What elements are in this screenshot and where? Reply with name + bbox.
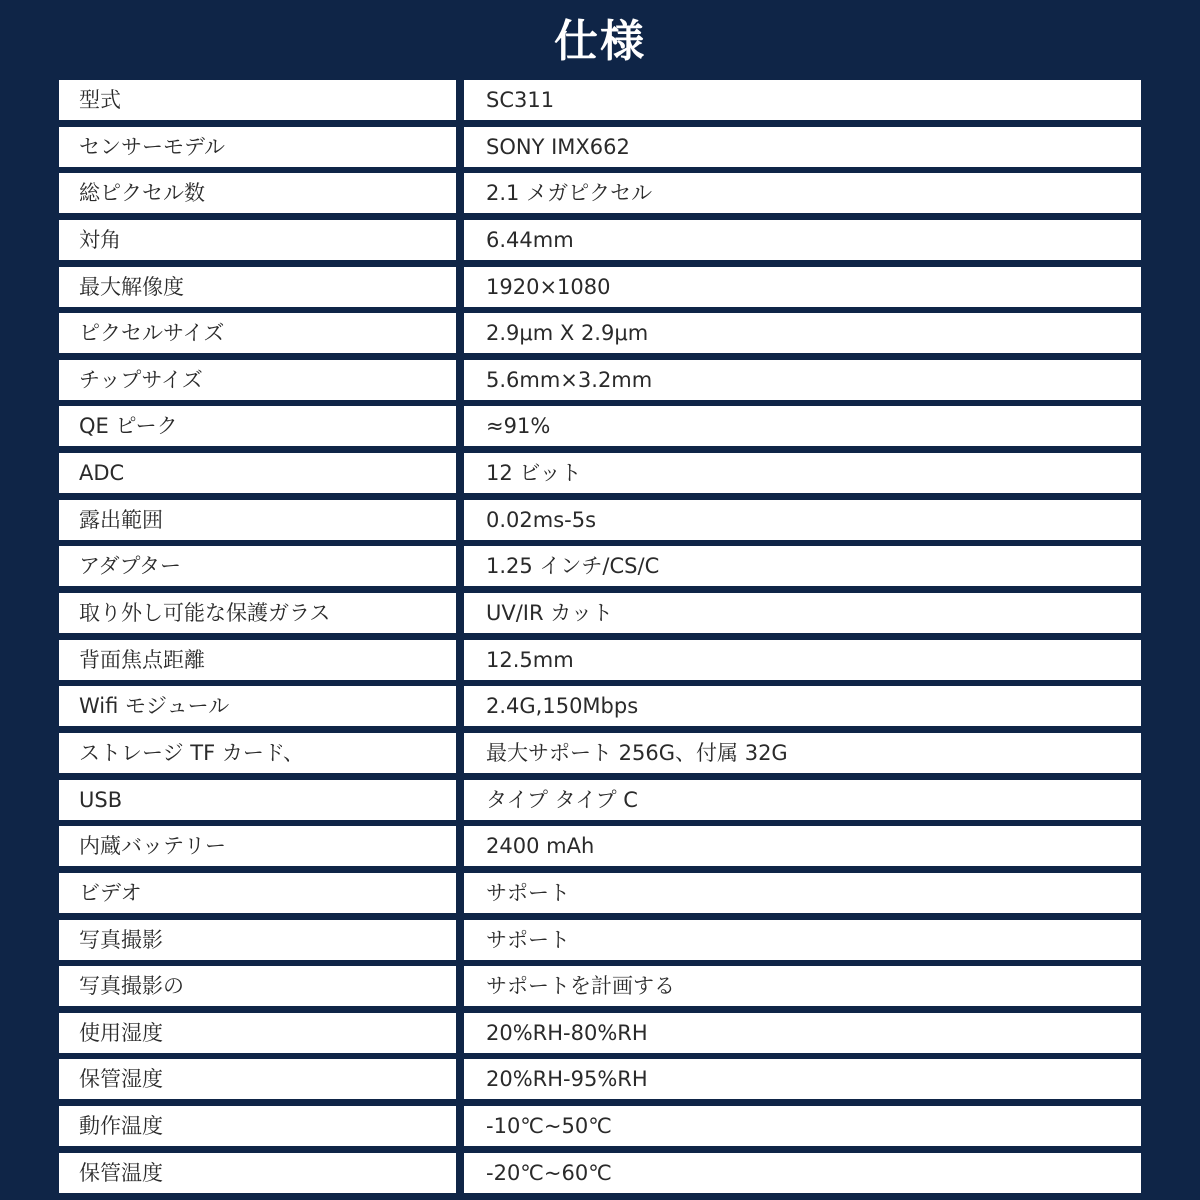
spec-value: 20%RH-95%RH bbox=[464, 1059, 1141, 1099]
spec-key: 保管湿度 bbox=[59, 1059, 456, 1099]
spec-value: 20%RH-80%RH bbox=[464, 1013, 1141, 1053]
spec-row bbox=[59, 1106, 1141, 1146]
spec-value: 2400 mAh bbox=[464, 826, 1141, 866]
spec-value: 0.02ms-5s bbox=[464, 500, 1141, 540]
spec-value: UV/IR カット bbox=[464, 593, 1141, 633]
spec-key: ピクセルサイズ bbox=[59, 313, 456, 353]
spec-key: チップサイズ bbox=[59, 360, 456, 400]
spec-key: ADC bbox=[59, 453, 456, 493]
spec-row bbox=[59, 966, 1141, 1006]
spec-value: SC311 bbox=[464, 80, 1141, 120]
spec-row bbox=[59, 1013, 1141, 1053]
spec-row bbox=[59, 220, 1141, 260]
spec-value: 2.9μm X 2.9μm bbox=[464, 313, 1141, 353]
spec-row bbox=[59, 686, 1141, 726]
spec-value: サポートを計画する bbox=[464, 966, 1141, 1006]
spec-value: -20℃~60℃ bbox=[464, 1153, 1141, 1193]
spec-row bbox=[59, 780, 1141, 820]
spec-key: USB bbox=[59, 780, 456, 820]
spec-row bbox=[59, 267, 1141, 307]
spec-key: 対角 bbox=[59, 220, 456, 260]
spec-value: SONY IMX662 bbox=[464, 127, 1141, 167]
spec-key: 写真撮影の bbox=[59, 966, 456, 1006]
spec-value: 2.4G,150Mbps bbox=[464, 686, 1141, 726]
spec-row bbox=[59, 826, 1141, 866]
spec-key: 写真撮影 bbox=[59, 920, 456, 960]
spec-value: 12 ビット bbox=[464, 453, 1141, 493]
spec-key: 保管温度 bbox=[59, 1153, 456, 1193]
spec-value: 最大サポート 256G、付属 32G bbox=[464, 733, 1141, 773]
spec-key: QE ピーク bbox=[59, 406, 456, 446]
spec-value: 12.5mm bbox=[464, 640, 1141, 680]
spec-row bbox=[59, 546, 1141, 586]
spec-key: 内蔵バッテリー bbox=[59, 826, 456, 866]
spec-row bbox=[59, 1153, 1141, 1193]
spec-value: -10℃~50℃ bbox=[464, 1106, 1141, 1146]
spec-row bbox=[59, 733, 1141, 773]
spec-key: 使用湿度 bbox=[59, 1013, 456, 1053]
spec-key: 最大解像度 bbox=[59, 267, 456, 307]
spec-value: ≈91% bbox=[464, 406, 1141, 446]
spec-row bbox=[59, 80, 1141, 120]
spec-row bbox=[59, 500, 1141, 540]
spec-key: 型式 bbox=[59, 80, 456, 120]
spec-key: 取り外し可能な保護ガラス bbox=[59, 593, 456, 633]
spec-value: 6.44mm bbox=[464, 220, 1141, 260]
spec-key: センサーモデル bbox=[59, 127, 456, 167]
spec-value: 1920×1080 bbox=[464, 267, 1141, 307]
spec-key: 露出範囲 bbox=[59, 500, 456, 540]
spec-key: 総ピクセル数 bbox=[59, 173, 456, 213]
spec-row bbox=[59, 127, 1141, 167]
page-title: 仕様 bbox=[554, 16, 646, 67]
spec-row bbox=[59, 313, 1141, 353]
spec-row bbox=[59, 640, 1141, 680]
spec-row bbox=[59, 453, 1141, 493]
spec-key: Wifi モジュール bbox=[59, 686, 456, 726]
spec-table bbox=[59, 80, 1141, 1199]
spec-row bbox=[59, 873, 1141, 913]
spec-row bbox=[59, 406, 1141, 446]
spec-row bbox=[59, 920, 1141, 960]
spec-value: サポート bbox=[464, 873, 1141, 913]
spec-row bbox=[59, 1059, 1141, 1099]
spec-value: 5.6mm×3.2mm bbox=[464, 360, 1141, 400]
spec-value: タイプ タイプ C bbox=[464, 780, 1141, 820]
spec-key: 動作温度 bbox=[59, 1106, 456, 1146]
spec-key: アダプター bbox=[59, 546, 456, 586]
spec-value: 2.1 メガピクセル bbox=[464, 173, 1141, 213]
spec-key: ストレージ TF カード、 bbox=[59, 733, 456, 773]
spec-row bbox=[59, 593, 1141, 633]
spec-value: サポート bbox=[464, 920, 1141, 960]
spec-row bbox=[59, 173, 1141, 213]
spec-key: ビデオ bbox=[59, 873, 456, 913]
spec-key: 背面焦点距離 bbox=[59, 640, 456, 680]
spec-value: 1.25 インチ/CS/C bbox=[464, 546, 1141, 586]
spec-row bbox=[59, 360, 1141, 400]
